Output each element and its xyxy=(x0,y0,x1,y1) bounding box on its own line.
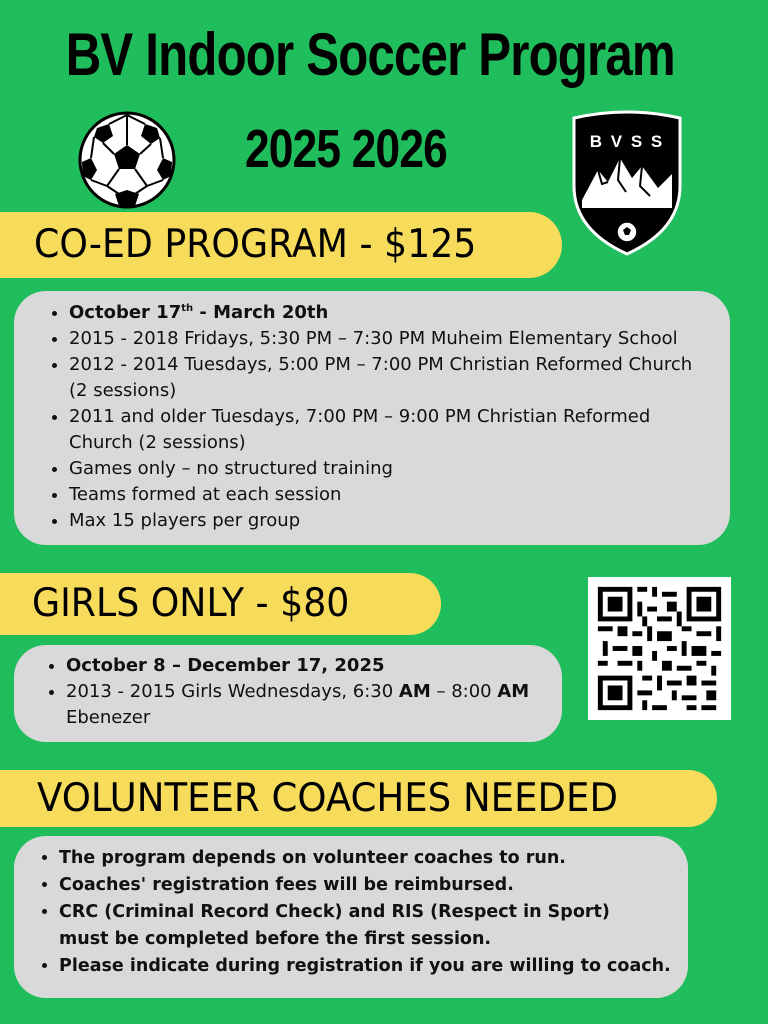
coed-info-item: • Max 15 players per group xyxy=(69,508,710,534)
girls-only-card xyxy=(14,645,562,742)
volunteer-coaches-heading: VOLUNTEER COACHES NEEDED xyxy=(37,776,618,821)
coed-schedule-item: • 2012 - 2014 Tuesdays, 5:00 PM – 7:00 PM Christian Reformed Church (2 sessions) xyxy=(69,352,710,404)
coed-info-item: • Games only – no structured training xyxy=(69,456,710,482)
volunteer-coaches-banner xyxy=(0,770,717,827)
girls-only-banner xyxy=(0,573,441,635)
coaches-info-item: • Please indicate during registration if you are willing to coach. xyxy=(59,953,673,980)
coaches-info-item: • Coaches' registration fees will be reimbursed. xyxy=(59,872,673,899)
coed-dates: • October 17th - March 20th xyxy=(69,300,710,326)
soccer-ball-icon xyxy=(76,110,178,210)
coed-program-heading: CO-ED PROGRAM - $125 xyxy=(34,222,477,267)
coed-schedule-item: • 2015 - 2018 Fridays, 5:30 PM – 7:30 PM Muheim Elementary School xyxy=(69,326,710,352)
bvss-logo-text: B V S S xyxy=(589,132,665,151)
page-title: BV Indoor Soccer Program xyxy=(65,21,675,88)
coaches-info-item: • The program depends on volunteer coaches to run. xyxy=(59,845,673,872)
coed-schedule-item: • 2011 and older Tuesdays, 7:00 PM – 9:00 PM Christian Reformed Church (2 sessions) xyxy=(69,404,710,456)
girls-schedule-item: • 2013 - 2015 Girls Wednesdays, 6:30 AM – 8:00 AM Ebenezer xyxy=(66,679,547,731)
coaches-info-item: • CRC (Criminal Record Check) and RIS (Respect in Sport) must be completed before the first session. xyxy=(59,899,673,953)
coed-program-banner xyxy=(0,212,562,278)
girls-only-heading: GIRLS ONLY - $80 xyxy=(32,581,350,626)
girls-dates: • October 8 – December 17, 2025 xyxy=(66,653,547,679)
coed-info-item: • Teams formed at each session xyxy=(69,482,710,508)
volunteer-coaches-card xyxy=(14,836,688,998)
coed-program-card xyxy=(14,291,730,545)
bvss-logo xyxy=(568,108,686,258)
season-years: 2025 2026 xyxy=(245,119,447,179)
qr-code[interactable] xyxy=(588,577,731,720)
